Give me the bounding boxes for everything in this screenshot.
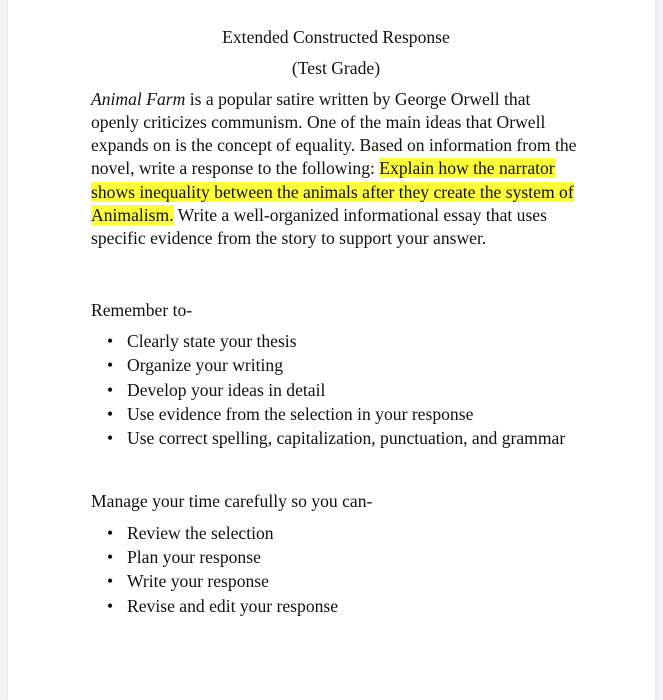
list-item: • Organize your writing: [127, 353, 581, 377]
document-subtitle: (Test Grade): [291, 58, 381, 79]
prompt-intro: is a popular satire written by George Orwell that openly criticizes communism. One of the main ideas that Orwell expands on is the concept of equality. Based on information from the novel, write a response to the following:: [91, 88, 577, 179]
bullet-icon: •: [107, 403, 114, 424]
bullet-icon: •: [107, 595, 114, 616]
prompt-closing: Write a well-organized informational essay that uses specific evidence from the story to support your answer.: [91, 205, 547, 249]
document-content: [91, 26, 581, 618]
bullet-icon: •: [107, 547, 114, 568]
list-item: • Develop your ideas in detail: [127, 378, 581, 402]
list-item: • Use evidence from the selection in your response: [127, 402, 581, 426]
bullet-icon: •: [107, 428, 114, 449]
list-item: • Use correct spelling, capitalization, punctuation, and grammar: [127, 426, 581, 450]
document-page: [8, 0, 655, 700]
reminders-list: [91, 329, 581, 450]
time-management-list: [91, 521, 581, 618]
highlighted-task: Explain how the narrator shows inequality between the animals after they create the system of Animalism.: [91, 158, 574, 226]
list-item: • Plan your response: [127, 545, 581, 569]
document-title: Extended Constructed Response: [222, 27, 450, 47]
bullet-icon: •: [107, 379, 114, 400]
essay-prompt: [91, 88, 581, 251]
list-item: • Review the selection: [127, 521, 581, 545]
bullet-icon: •: [107, 522, 114, 543]
bullet-icon: •: [107, 571, 114, 592]
list-item: • Revise and edit your response: [127, 594, 581, 618]
reminders-heading: Remember to-: [91, 299, 193, 320]
time-management-heading: Manage your time carefully so you can-: [91, 491, 373, 512]
bullet-icon: •: [107, 330, 114, 351]
book-title: Animal Farm: [91, 88, 186, 109]
list-item: • Write your response: [127, 569, 581, 593]
list-item: • Clearly state your thesis: [127, 329, 581, 353]
bullet-icon: •: [107, 355, 114, 376]
